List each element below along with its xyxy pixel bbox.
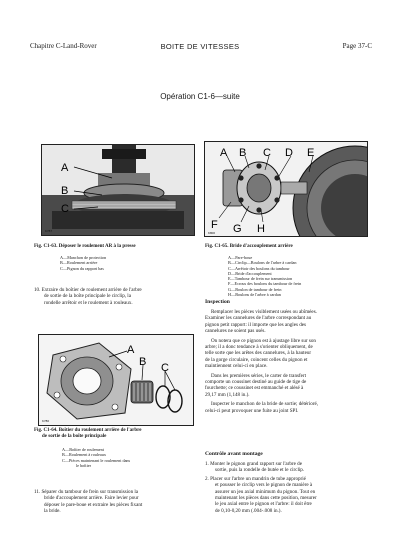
page-title: BOITE DE VITESSES [160, 42, 240, 51]
figure-c1-64-legend [62, 447, 130, 468]
figure-c1-64 [38, 334, 194, 426]
fig65-id: K800 [208, 231, 216, 235]
inspection-heading: Inspection [205, 299, 230, 305]
legend-item: H—Boulons de l'arbre à cardan [228, 292, 281, 298]
fig65-label-g: G [233, 223, 242, 235]
fig63-label-a: A [61, 162, 69, 174]
fig65-label-b: B [239, 147, 247, 159]
fig65-label-e: E [307, 147, 315, 159]
figure-c1-64-drawing [39, 335, 193, 425]
legend-item: le boîtier [76, 462, 91, 468]
legend-item: B—Roulement à rouleaux [62, 452, 106, 458]
figure-c1-63 [41, 144, 195, 236]
legend-item: A—Pare-boue [228, 255, 253, 260]
controle-body [205, 461, 373, 514]
figure-c1-63-legend [60, 255, 106, 271]
fig64-label-c: C [161, 362, 169, 374]
figure-c1-63-drawing [42, 145, 194, 235]
legend-item: G—Boulon de tambour de frein [228, 286, 282, 292]
inspection-paragraph: Remplacer les pièces visiblement usées ou abîmées. Examiner les cannelures de l'arbre correspondant au pignon petit rapport: il importe que les angles des cannelures ne soient pas usés. [205, 309, 317, 335]
figure-c1-65-caption: Fig. C1-65. Bride d'accouplement arrière [205, 244, 293, 249]
legend-item: F—Ecrous des boulons du tambour de frein [228, 281, 302, 287]
controle-item: 1. Monter le pignon grand rapport sur l'arbre de sortie, puis la rondelle de butée et le circlip. [205, 461, 305, 474]
controle-heading: Contrôle avant montage [205, 451, 263, 457]
figure-c1-64-caption: Fig. C1-64. Boîtier du roulement arrière de l'arbre de sortie de la boîte principale [34, 428, 142, 439]
step-11: 11. Séparer du tambour de frein sur transmission la bride d'accouplement arrière. Faire levier pour déposer le pare-boue et extraire les pièces fixant la bride. [34, 489, 143, 515]
legend-item: C—Pièces maintenant le roulement dans [62, 457, 131, 463]
fig63-id: K787 [45, 229, 53, 233]
legend-item: D—Bride d'accouplement [228, 270, 272, 276]
legend-item: A—Boîtier de roulement [62, 447, 104, 452]
legend-item: A—Manchon de protection [60, 255, 107, 260]
legend-item: C—Arrêtoir des boulons du tambour [228, 265, 290, 271]
figure-c1-65 [204, 141, 368, 237]
legend-item: B—Roulement arrière [60, 260, 98, 266]
inspection-paragraph: Dans les premières séries, le carter de transfert comporte un coussinet destiné au guide de tige de fourchette; ce coussinet est emmanché et alésé à 29,17 mm (1,148 in.). [205, 372, 307, 398]
fig65-label-h: H [257, 223, 265, 235]
fig63-label-b: B [61, 185, 69, 197]
legend-item: C—Pignon du rapport bas [60, 265, 104, 271]
figure-c1-65-drawing [205, 142, 367, 236]
fig63-label-c: C [61, 203, 69, 215]
inspection-paragraph: Inspecter le manchon de la bride de sortie; détérioré, celui-ci peut provoquer une fuite au joint SPI. [205, 401, 319, 414]
figure-c1-63-caption: Fig. C1-63. Déposer le roulement AR à la presse [34, 244, 136, 249]
fig65-label-f: F [211, 219, 218, 231]
fig64-label-b: B [139, 356, 147, 368]
legend-item: E—Tambour de frein sur transmission [228, 276, 293, 282]
fig65-label-d: D [285, 147, 293, 159]
fig64-id: K780 [42, 419, 50, 423]
inspection-paragraph: On notera que ce pignon est à ajustage libre sur son arbre; il a donc tendance à s'orienter obliquement, de telle sorte que les arêtes des cannelures, à la hauteur de la gorge circulaire, coincent celles du pignon et maintiennent celui-ci en place. [205, 337, 316, 370]
legend-item: B—Circlip—Boulons de l'arbre à cardan [228, 260, 297, 266]
page-number: Page 37-C [342, 42, 372, 50]
fig64-label-a: A [127, 344, 135, 356]
fig65-label-c: C [263, 147, 271, 159]
inspection-body [205, 309, 373, 414]
chapter-label: Chapitre C-Land-Rover [30, 42, 97, 50]
fig65-label-a: A [220, 147, 228, 159]
controle-item: 2. Placer sur l'arbre un mandrin de tube approprié et pousser le circlip vers le pignon de manière à assurer un jeu axial minimum du pignon. Tout en maintenant les pièces dans cette position, mesurer le jeu axial entre le pignon et l'arbre: il doit être de 0,10-0,20 mm (.004-.008 in.). [205, 475, 317, 514]
figure-c1-65-legend [228, 255, 301, 297]
operation-title: Opération C1-6—suite [160, 92, 240, 101]
step-10: 10. Extraire du boîtier de roulement arrière de l'arbre de sortie de la boîte principale le circlip, la rondelle arrêtoir et le roulement à rouleaux. [34, 287, 142, 306]
